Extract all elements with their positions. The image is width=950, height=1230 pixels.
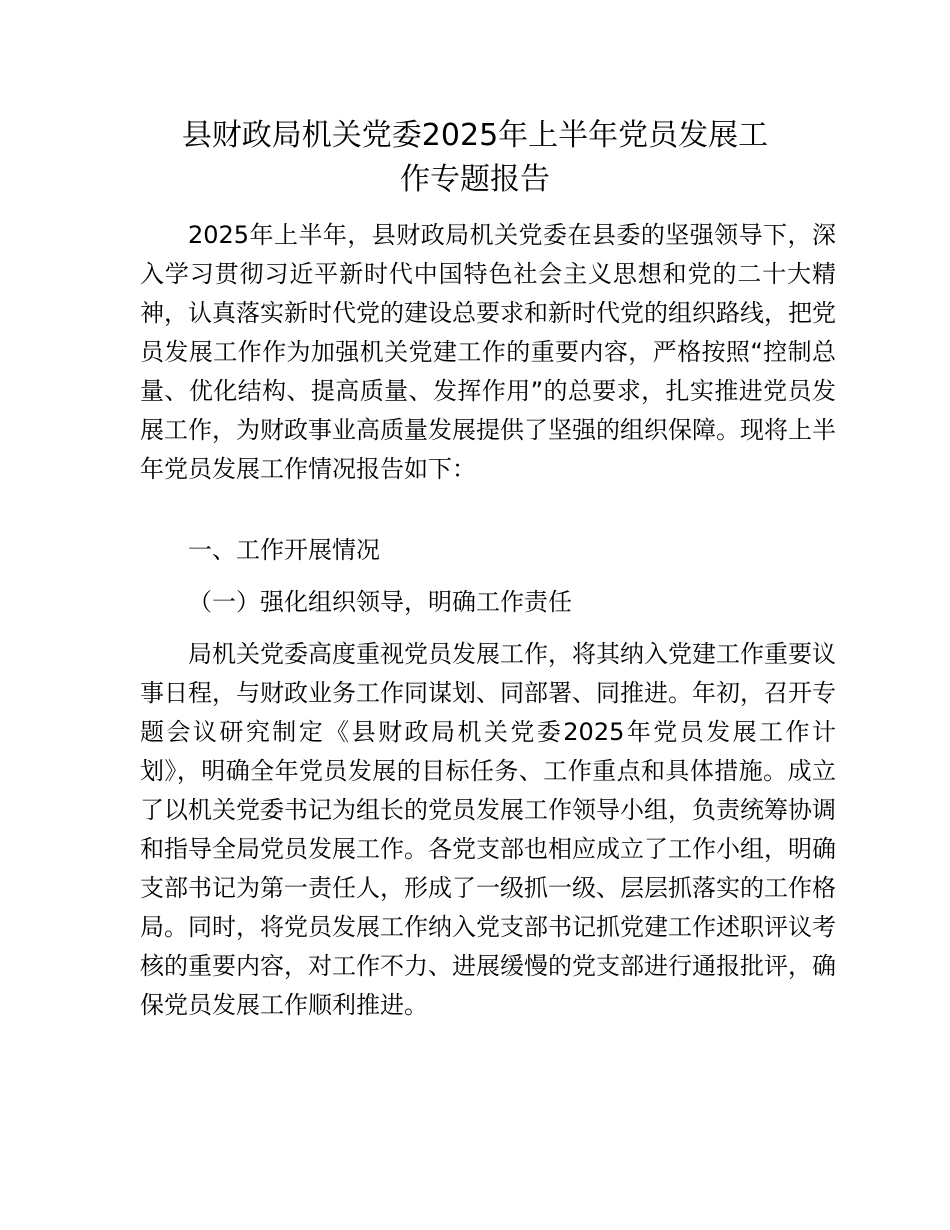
subsection-heading-1: （一）强化组织领导，明确工作责任 <box>188 588 572 616</box>
document-title <box>140 114 810 202</box>
section-heading-1: 一、工作开展情况 <box>188 536 380 564</box>
intro-paragraph: 2025年上半年，县财政局机关党委在县委的坚强领导下，深入学习贯彻习近平新时代中国特色社会主义思想和党的二十大精神，认真落实新时代党的建设总要求和新时代党的组织路线，把党员发展工作作为加强机关党建工作的重要内容，严格按照“控制总量、优化结构、提高质量、发挥作用”的总要求，扎实推进党员发展工作，为财政事业高质量发展提供了坚强的组织保障。现将上半年党员发展工作情况报告如下： <box>140 221 836 483</box>
title-line-2: 作专题报告 <box>400 162 550 197</box>
subsection-1-paragraph: 局机关党委高度重视党员发展工作，将其纳入党建工作重要议事日程，与财政业务工作同谋划、同部署、同推进。年初，召开专题会议研究制定《县财政局机关党委2025年党员发展工作计划》，明确全年党员发展的目标任务、工作重点和具体措施。成立了以机关党委书记为组长的党员发展工作领导小组，负责统筹协调和指导全局党员发展工作。各党支部也相应成立了工作小组，明确支部书记为第一责任人，形成了一级抓一级、层层抓落实的工作格局。同时，将党员发展工作纳入党支部书记抓党建工作述职评议考核的重要内容，对工作不力、进展缓慢的党支部进行通报批评，确保党员发展工作顺利推进。 <box>140 640 836 1019</box>
title-line-1: 县财政局机关党委2025年上半年党员发展工 <box>181 118 769 153</box>
